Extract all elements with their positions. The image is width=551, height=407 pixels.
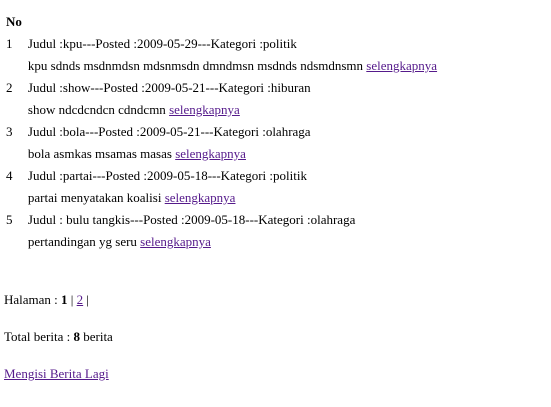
read-more-link[interactable]: selengkapnya <box>164 190 236 205</box>
pagination-separator: | <box>70 292 74 307</box>
header-no: No <box>6 14 22 29</box>
table-header-row <box>4 14 439 30</box>
row-number: 2 <box>6 80 13 95</box>
pagination-label: Halaman : <box>4 292 58 307</box>
total-label: Total berita : <box>4 329 71 344</box>
news-summary-cell <box>26 234 439 250</box>
add-news-container <box>4 366 109 382</box>
table-row <box>4 212 439 228</box>
row-number: 1 <box>6 36 13 51</box>
news-summary-cell <box>26 58 439 74</box>
table-row <box>4 102 439 118</box>
read-more-link[interactable]: selengkapnya <box>366 58 438 73</box>
total-news <box>4 329 113 345</box>
total-count: 8 <box>73 329 80 344</box>
news-title-line: Judul :partai---Posted :2009-05-18---Kategori :politik <box>27 168 307 183</box>
row-number: 3 <box>6 124 13 139</box>
news-table <box>2 8 441 256</box>
news-summary: partai menyatakan koalisi <box>27 190 162 205</box>
table-row <box>4 36 439 52</box>
table-row <box>4 168 439 184</box>
news-title-line: Judul :kpu---Posted :2009-05-29---Kategori :politik <box>27 36 297 51</box>
row-number: 5 <box>6 212 13 227</box>
read-more-link[interactable]: selengkapnya <box>140 234 211 249</box>
page-2-link[interactable]: 2 <box>76 292 84 307</box>
news-title-line: Judul :show---Posted :2009-05-21---Kategori :hiburan <box>27 80 311 95</box>
news-summary-cell <box>26 102 439 118</box>
pagination-separator: | <box>86 292 90 307</box>
add-news-link[interactable]: Mengisi Berita Lagi <box>4 366 109 381</box>
news-summary: bola asmkas msamas masas <box>27 146 172 161</box>
table-row <box>4 124 439 140</box>
news-summary-cell <box>26 190 439 206</box>
news-title-line: Judul : bulu tangkis---Posted :2009-05-18---Kategori :olahraga <box>27 212 356 227</box>
news-title-line: Judul :bola---Posted :2009-05-21---Kategori :olahraga <box>27 124 311 139</box>
read-more-link[interactable]: selengkapnya <box>175 146 246 161</box>
news-summary: show ndcdcndcn cdndcmn <box>27 102 166 117</box>
table-row <box>4 58 439 74</box>
current-page: 1 <box>61 292 68 307</box>
read-more-link[interactable]: selengkapnya <box>169 102 240 117</box>
table-row <box>4 80 439 96</box>
row-number: 4 <box>6 168 13 183</box>
news-summary-cell <box>26 146 439 162</box>
news-summary: kpu sdnds msdnmdsn mdsnmsdn dmndmsn msdnds ndsmdnsmn <box>27 58 364 73</box>
total-unit: berita <box>83 329 113 344</box>
news-summary: pertandingan yg seru <box>27 234 137 249</box>
pagination <box>4 292 89 308</box>
table-row <box>4 234 439 250</box>
table-row <box>4 146 439 162</box>
table-row <box>4 190 439 206</box>
